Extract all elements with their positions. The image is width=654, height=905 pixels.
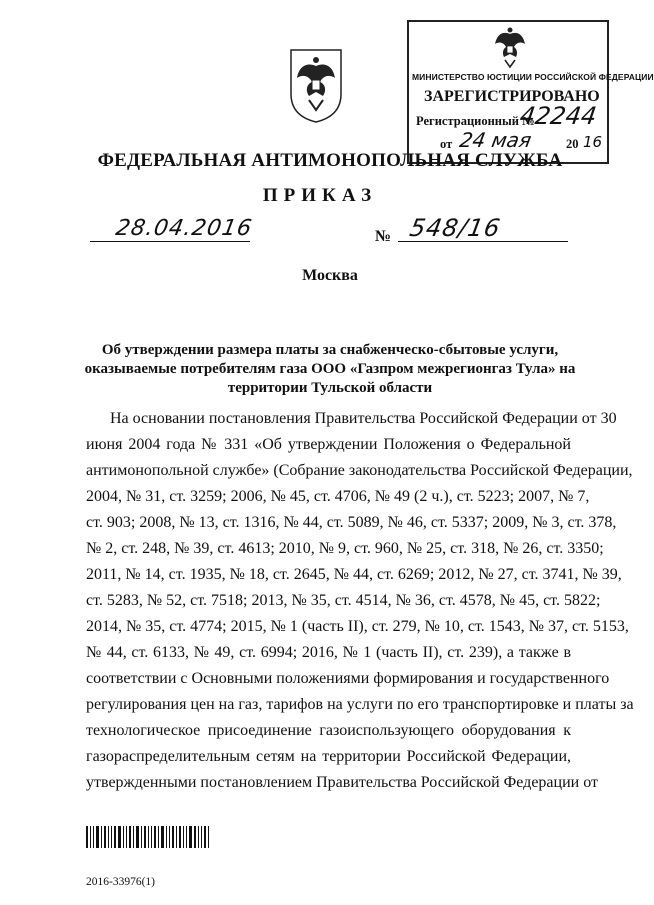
- barcode-bar: [183, 826, 184, 848]
- barcode-bar: [176, 826, 177, 848]
- barcode-bar: [144, 826, 146, 848]
- barcode-bar: [179, 826, 181, 848]
- barcode-bar: [198, 826, 199, 848]
- subject-line: территории Тульской области: [227, 380, 433, 396]
- body-text: [86, 406, 634, 796]
- barcode-bar: [126, 826, 127, 848]
- barcode-bar: [201, 826, 202, 848]
- stamp-ministry-name: МИНИСТЕРСТВО ЮСТИЦИИ РОССИЙСКОЙ ФЕДЕРАЦИИ: [412, 72, 654, 82]
- order-subject: [70, 341, 590, 398]
- barcode-bar: [104, 826, 106, 848]
- barcode-bar: [90, 826, 91, 848]
- barcode-bar: [172, 826, 174, 848]
- stamp-year-prefix: 20: [566, 137, 579, 151]
- stamp-date-prefix: от: [440, 137, 453, 151]
- city: Москва: [302, 267, 358, 284]
- body-line: ст. 903; 2008, № 13, ст. 1316, № 44, ст. 5089, № 46, ст. 5337; 2009, № 3, ст. 378,: [86, 514, 617, 531]
- stamp-date-handwritten: 24 мая: [457, 128, 534, 152]
- barcode-bar: [189, 826, 192, 848]
- barcode-bar: [166, 826, 167, 848]
- body-line: утвержденными постановлением Правительства Российской Федерации от: [86, 774, 598, 791]
- stamp-year-handwritten: 16: [583, 133, 603, 151]
- order-number: 548/16: [407, 214, 503, 242]
- agency-name: ФЕДЕРАЛЬНАЯ АНТИМОНОПОЛЬНАЯ СЛУЖБА: [97, 150, 563, 171]
- barcode-bar: [93, 826, 94, 848]
- barcode-bar: [108, 826, 109, 848]
- body-line: № 2, ст. 248, № 39, ст. 4613; 2010, № 9, ст. 960, № 25, ст. 318, № 26, ст. 3350;: [86, 540, 604, 557]
- barcode-bar: [148, 826, 149, 848]
- body-line: соответствии с Основными положениями формирования и государственного: [86, 670, 610, 687]
- body-line: 2011, № 14, ст. 1935, № 18, ст. 2645, № 44, ст. 6269; 2012, № 27, ст. 3741, № 39,: [86, 566, 622, 583]
- order-number-label: №: [375, 228, 392, 245]
- order-date: 28.04.2016: [113, 216, 255, 241]
- body-line: 2004, № 31, ст. 3259; 2006, № 45, ст. 4706, № 49 (2 ч.), ст. 5223; 2007, № 7,: [86, 488, 590, 505]
- date-underline: [90, 241, 250, 242]
- body-line: июня 2004 года № 331 «Об утверждении Положения о Федеральной: [86, 436, 571, 453]
- body-line: ст. 5283, № 52, ст. 7518; 2013, № 35, ст. 4514, № 36, ст. 4578, № 45, ст. 5822;: [86, 592, 601, 609]
- barcode-bar: [194, 826, 196, 848]
- stamp-regnum-handwritten: 42244: [518, 102, 599, 130]
- coat-of-arms-icon: [283, 44, 349, 124]
- barcode-bar: [101, 826, 102, 848]
- barcode-bar: [129, 826, 131, 848]
- barcode-bar: [114, 826, 116, 848]
- barcode-bar: [141, 826, 142, 848]
- barcode-bar: [111, 826, 112, 848]
- stamp-coat-of-arms-icon: [488, 24, 532, 70]
- barcode-bar: [133, 826, 134, 848]
- barcode-bar: [161, 826, 164, 848]
- barcode-bar: [96, 826, 99, 848]
- document-code: 2016-33976(1): [86, 876, 155, 888]
- barcode-bar: [169, 826, 170, 848]
- stamp-registered: ЗАРЕГИСТРИРОВАНО: [424, 88, 600, 105]
- body-line: антимонопольной службе» (Собрание законодательства Российской Федерации,: [86, 462, 633, 479]
- barcode-bar: [151, 826, 152, 848]
- subject-line: оказываемые потребителям газа ООО «Газпром межрегионгаз Тула» на: [84, 361, 576, 377]
- stamp-regnum-label: Регистрационный №: [416, 114, 535, 128]
- subject-line: Об утверждении размера платы за снабженческо-сбытовые услуги,: [101, 342, 559, 358]
- barcode-bar: [136, 826, 139, 848]
- body-line: газораспределительным сетям на территории Российской Федерации,: [86, 748, 571, 765]
- body-line: 2014, № 35, ст. 4774; 2015, № 1 (часть II), ст. 279, № 10, ст. 1543, № 37, ст. 5153,: [86, 618, 629, 635]
- body-line: технологическое присоединение газоиспользующего оборудования к: [86, 722, 571, 739]
- barcode-bar: [208, 826, 209, 848]
- body-line: На основании постановления Правительства Российской Федерации от 30: [110, 410, 617, 427]
- document-type: ПРИКАЗ: [262, 185, 378, 206]
- body-line: № 44, ст. 6133, № 49, ст. 6994; 2016, № 1 (часть II), ст. 239), а также в: [86, 644, 571, 661]
- barcode-icon: [86, 826, 216, 848]
- barcode-bar: [204, 826, 206, 848]
- barcode-bar: [154, 826, 156, 848]
- barcode-bar: [123, 826, 124, 848]
- barcode-bar: [186, 826, 187, 848]
- barcode-bar: [118, 826, 121, 848]
- body-line: регулирования цен на газ, тарифов на услуги по его транспортировке и платы за: [86, 696, 634, 713]
- barcode-bar: [158, 826, 159, 848]
- barcode-bar: [86, 826, 88, 848]
